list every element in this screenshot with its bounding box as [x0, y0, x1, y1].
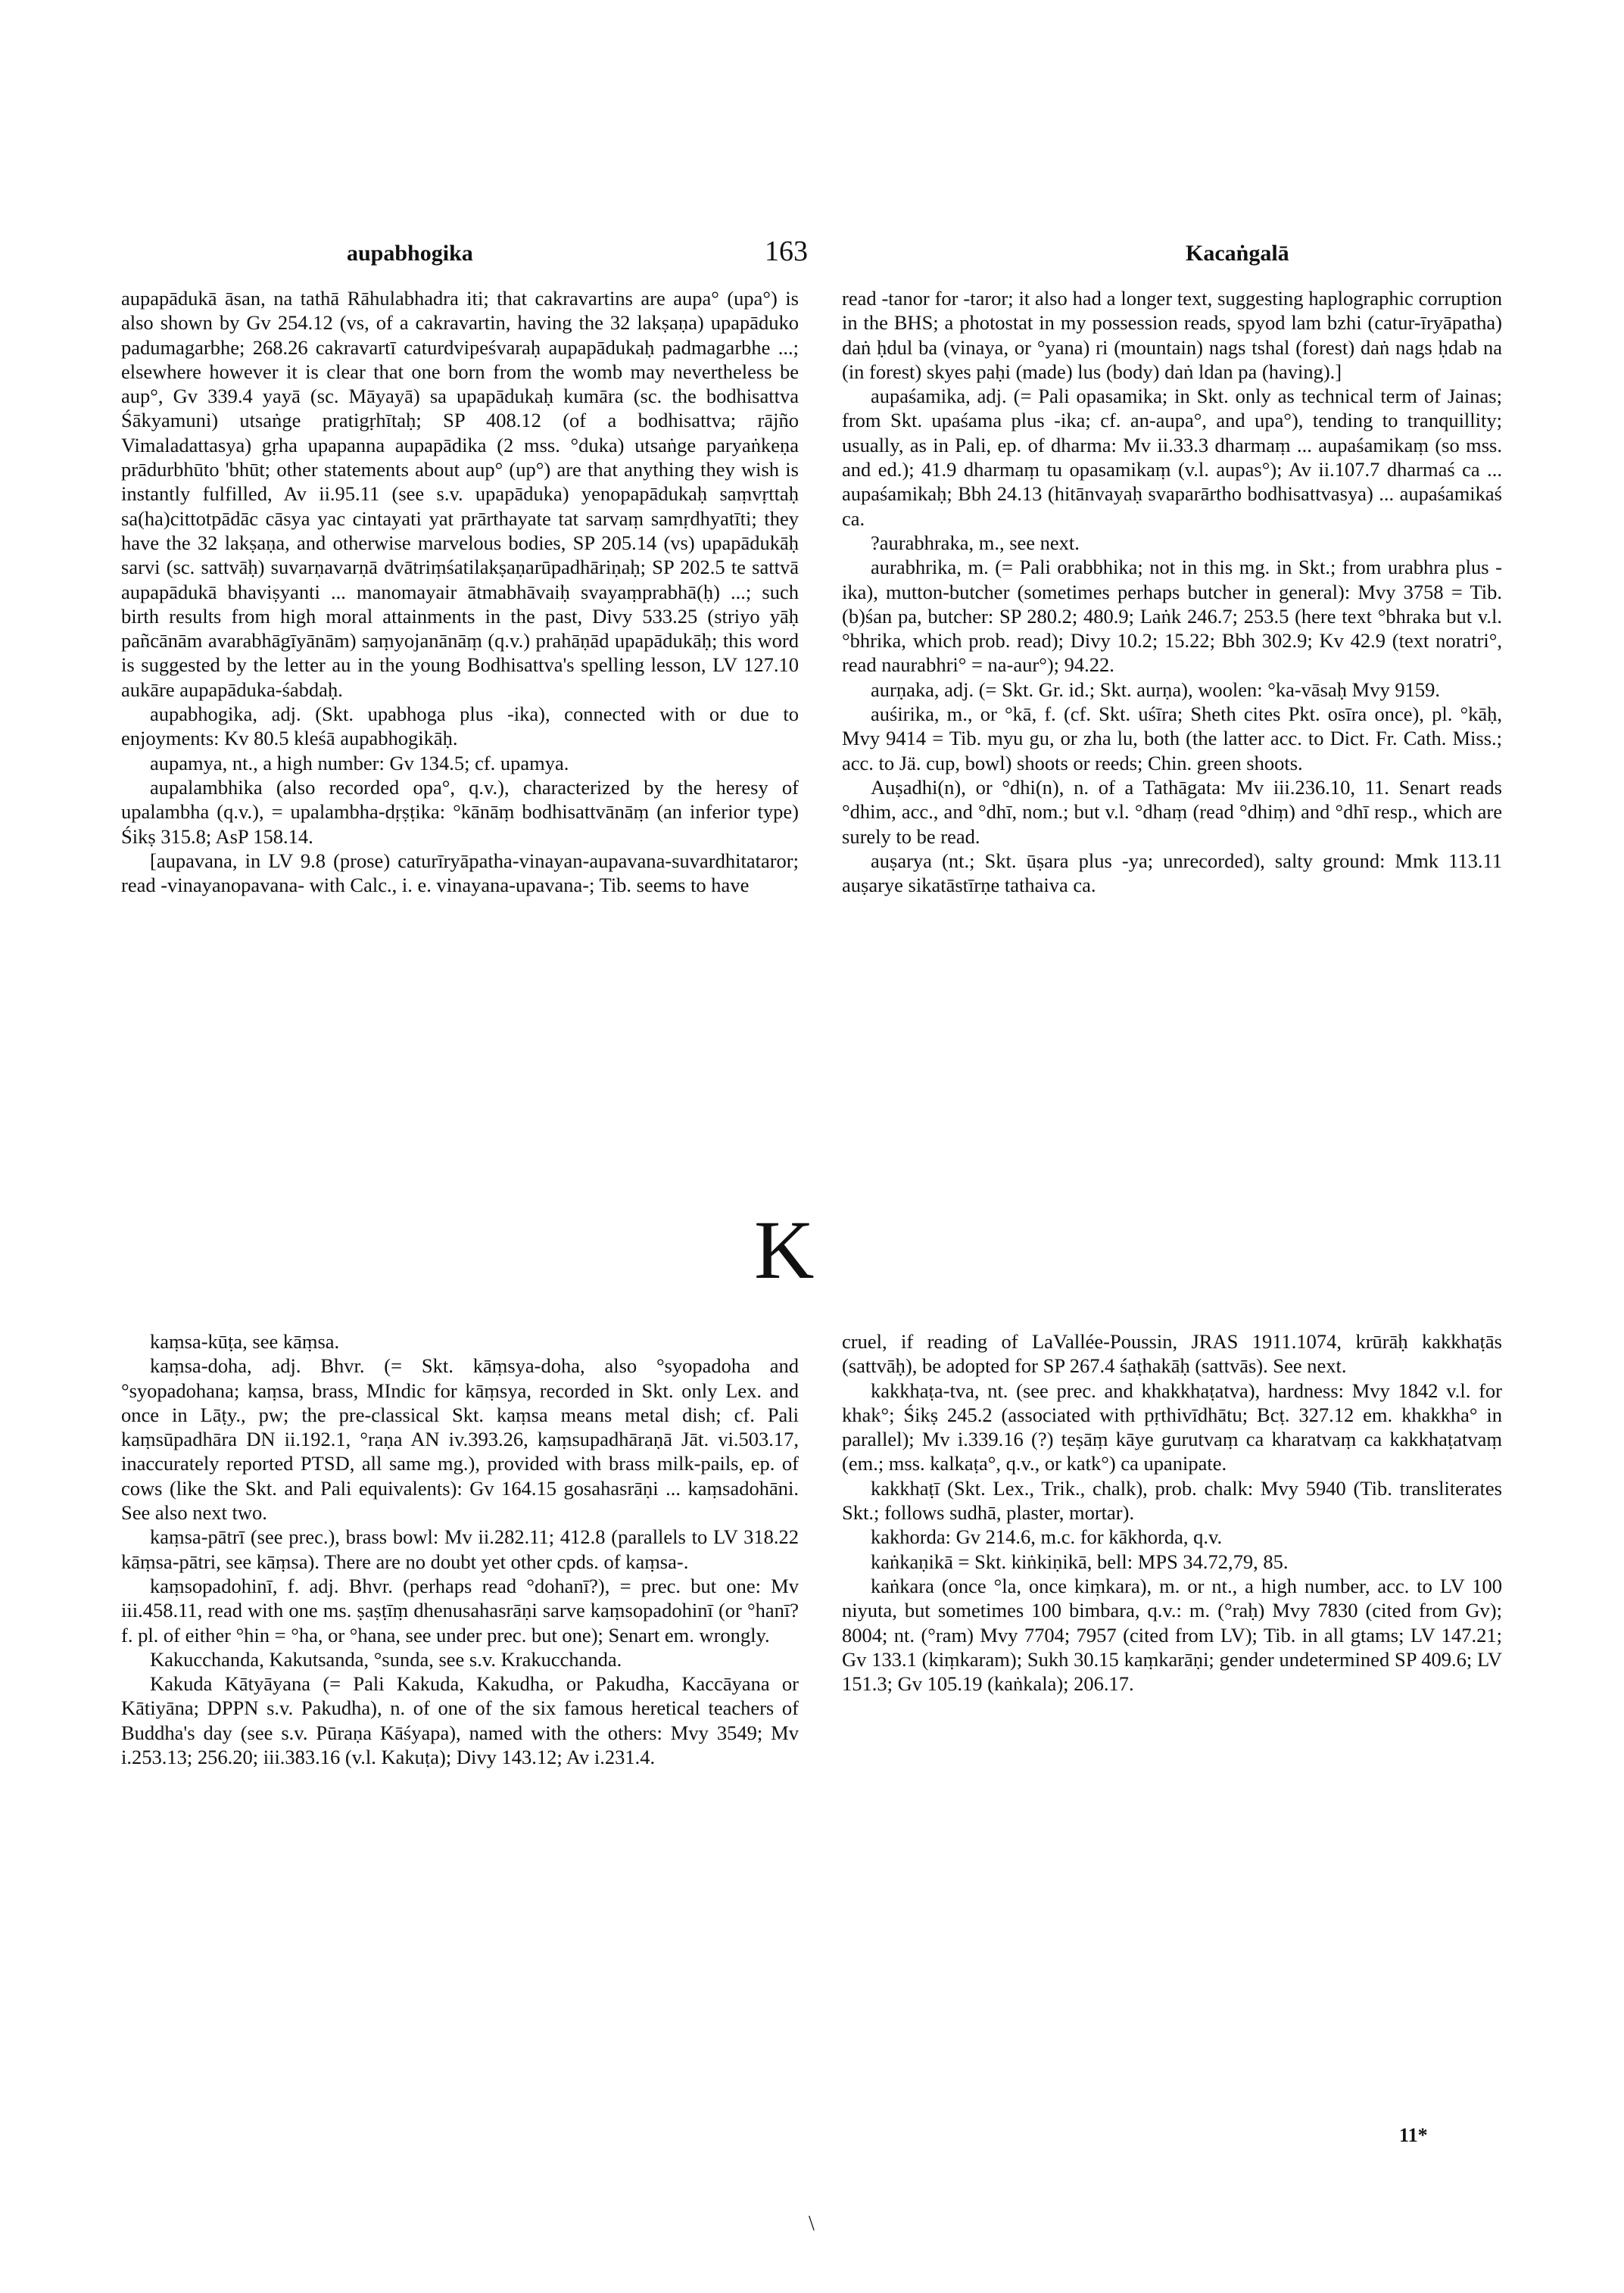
- entry-paragraph: kaṅkara (once °la, once kiṃkara), m. or nt., a high number, acc. to LV 100 niyuta, but sometimes 100 bimbara, q.v.: m. (°raḥ) Mvy 7830 (cited from Gv); 8004; nt. (°ram) Mvy 7704; 7957 (cited from LV); Tib. in all gtams; LV 147.21; Gv 133.1 (kiṃkaram); Sukh 30.15 kaṃkarāṇi; gender undetermined SP 409.6; LV 151.3; Gv 105.19 (kaṅkala); 206.17.: [842, 1574, 1502, 1696]
- entry-paragraph: kaṃsa-pātrī (see prec.), brass bowl: Mv ii.282.11; 412.8 (parallels to LV 318.22 kāṃsa-pātri, see kāṃsa). There are no doubt yet other cpds. of kaṃsa-.: [121, 1525, 799, 1573]
- entry-paragraph: [aupavana, in LV 9.8 (prose) caturīryāpatha-vinayan-aupavana-suvardhitataror; read -vinayanopavana- with Calc., i. e. vinayana-upavana-; Tib. seems to have: [121, 849, 799, 897]
- entry-paragraph: aupabhogika, adj. (Skt. upabhoga plus -ika), connected with or due to enjoyments: Kv 80.5 kleśā aupabhogikāḥ.: [121, 703, 799, 750]
- entry-paragraph: kakkhaṭa-tva, nt. (see prec. and khakkhaṭatva), hardness: Mvy 1842 v.l. for khak°; Śikṣ 245.2 (associated with pṛthivīdhātu; Bcṭ. 327.12 em. khakkha° in parallel); Mv i.339.16 (?) teṣāṃ kāye gurutvaṃ ca kharatvaṃ ca kakkhaṭatvaṃ (em.; mss. kalkaṭa°, q.v., or katk°) ca upanipate.: [842, 1379, 1502, 1475]
- entry-paragraph: aupalambhika (also recorded opa°, q.v.), characterized by the heresy of upalambha (q.v.), = upalambha-dṛṣṭika: °kānāṃ bodhisattvānāṃ (an inferior type) Śikṣ 315.8; AsP 158.14.: [121, 775, 799, 848]
- page-number: 163: [765, 235, 808, 267]
- header-left-word: aupabhogika: [347, 241, 473, 266]
- entry-paragraph: aupapādukā āsan, na tathā Rāhulabhadra iti; that cakravartins are aupa° (upa°) is also shown by Gv 254.12 (vs, of a cakravartin, having the 32 lakṣaṇa) upapāduko padumagarbhe; 268.26 cakravartī caturdvipeśvaraḥ aupapādukaḥ padmagarbhe ...; elsewhere however it is clear that one born from the womb may nevertheless be aup°, Gv 339.4 yayā (sc. Māyayā) sa upapādukaḥ kumāra (sc. the bodhisattva Śākyamuni) utsaṅge pratigṛhītaḥ; SP 408.12 (of a bodhisattva; rājño Vimaladattasya) gṛha upapanna aupapādika (2 mss. °duka) utsaṅge paryaṅkeṇa prādurbhūto 'bhūt; other statements about aup° (up°) are that anything they wish is instantly fulfilled, Av ii.95.11 (see s.v. upapāduka) yenopapādukaḥ saṃvṛttaḥ sa(ha)cittotpādāc cāsya yac cintayati yat prārthayate tat sarvaṃ samṛdhyatīti; they have the 32 lakṣaṇa, and otherwise marvelous bodies, SP 205.14 (vs) upapādukāḥ sarvi (sc. sattvāḥ) suvarṇavarṇā dvātriṃśatilakṣaṇarūpadhāriṇaḥ; SP 202.5 te sattvā aupapādukā bhaviṣyanti ... manomayair ātmabhāvaiḥ svayaṃprabhā(ḥ) ...; such birth results from high moral attainments in the past, Divy 533.25 (striyo yāḥ pañcānām avarabhāgīyānām) saṃyojanānāṃ (q.v.) prahāṇād upapādukāḥ; this word is suggested by the letter au in the young Bodhisattva's spelling lesson, LV 127.10 aukāre aupapāduka-śabdaḥ.: [121, 287, 799, 701]
- signature-mark: 11*: [1399, 2124, 1428, 2146]
- entry-paragraph: Auṣadhi(n), or °dhi(n), n. of a Tathāgata: Mv iii.236.10, 11. Senart reads °dhim, acc., and °dhī, nom.; but v.l. °dhaṃ (read °dhiṃ) and °dhī resp., which are surely to be read.: [842, 775, 1502, 848]
- entry-paragraph: auṣarya (nt.; Skt. ūṣara plus -ya; unrecorded), salty ground: Mmk 113.11 auṣarye sikatāstīrṇe tathaiva ca.: [842, 849, 1502, 897]
- top-left-column: [121, 286, 799, 897]
- bottom-right-column: [842, 1329, 1502, 1696]
- section-letter: K: [754, 1204, 815, 1296]
- entry-paragraph: aupamya, nt., a high number: Gv 134.5; cf. upamya.: [150, 751, 569, 774]
- bottom-mark: \: [809, 2212, 815, 2235]
- entry-paragraph: kaṃsa-kūṭa, see kāṃsa.: [150, 1330, 340, 1353]
- header-right-word: Kacaṅgalā: [1186, 241, 1289, 266]
- entry-paragraph: aupaśamika, adj. (= Pali opasamika; in Skt. only as technical term of Jainas; from Skt. upaśama plus -ika; cf. an-aupa°, and upa°), tending to tranquillity; usually, as in Pali, ep. of dharma: Mv ii.33.3 dharmaṃ ... aupaśamikaṃ (so mss. and ed.); 41.9 dharmaṃ tu opasamikaṃ (v.l. aupas°); Av ii.107.7 dharmaś ca ... aupaśamikaḥ; Bbh 24.13 (hitānvayaḥ svaparārtho bodhisattvasya) ... aupaśamikaś ca.: [842, 385, 1502, 530]
- entry-paragraph: kaṃsopadohinī, f. adj. Bhvr. (perhaps read °dohanī?), = prec. but one: Mv iii.458.11, read with one ms. ṣaṣṭīṃ dhenusahasrāṇi sarve kaṃsopadohinī (or °hanī? f. pl. of either °hin = °ha, or °hana, see under prec. but one); Senart em. wrongly.: [121, 1574, 799, 1647]
- entry-paragraph: ?aurabhraka, m., see next.: [871, 531, 1080, 554]
- entry-paragraph: auśirika, m., or °kā, f. (cf. Skt. uśīra; Sheth cites Pkt. osīra once), pl. °kāḥ, Mvy 9414 = Tib. myu gu, or zha lu, both (the latter acc. to Dict. Fr. Cath. Miss.; acc. to Jä. cup, bowl) shoots or reeds; Chin. green shoots.: [842, 703, 1502, 774]
- bottom-left-column: [121, 1329, 799, 1769]
- entry-paragraph: aurabhrika, m. (= Pali orabbhika; not in this mg. in Skt.; from urabhra plus -ika), mutton-butcher (sometimes perhaps butcher in general): Mvy 3758 = Tib. (b)śan pa, butcher: SP 280.2; 480.9; Laṅk 246.7; 253.5 (here text °bhraka but v.l. °bhrika, which prob. read); Divy 10.2; 15.22; Bbh 302.9; Kv 42.9 (text noratri°, read naurabhri° = na-aur°); 94.22.: [842, 556, 1502, 677]
- entry-paragraph: read -tanor for -taror; it also had a longer text, suggesting haplographic corruption in the BHS; a photostat in my possession reads, spyod lam bzhi (catur-īryāpatha) daṅ ḥdul ba (vinaya, or °yana) ri (mountain) nags tshal (forest) daṅ nags ḥdab na (in forest) skyes paḥi (made) lus (body) daṅ ldan pa (having).]: [842, 287, 1502, 383]
- entry-paragraph: kakhorda: Gv 214.6, m.c. for kākhorda, q.v.: [871, 1525, 1223, 1549]
- entry-paragraph: kakkhaṭī (Skt. Lex., Trik., chalk), prob. chalk: Mvy 5940 (Tib. transliterates Skt.; follows sudhā, plaster, mortar).: [842, 1476, 1502, 1525]
- entry-paragraph: Kakucchanda, Kakutsanda, °sunda, see s.v. Krakucchanda.: [150, 1647, 622, 1671]
- top-right-column: [842, 286, 1502, 897]
- entry-paragraph: cruel, if reading of LaVallée-Poussin, JRAS 1911.1074, krūrāḥ kakkhaṭās (sattvāḥ), be adopted for SP 267.4 śaṭhakāḥ (sattvās). See next.: [842, 1330, 1502, 1378]
- entry-paragraph: aurṇaka, adj. (= Skt. Gr. id.; Skt. aurṇa), woolen: °ka-vāsaḥ Mvy 9159.: [871, 678, 1440, 701]
- entry-paragraph: kaṃsa-doha, adj. Bhvr. (= Skt. kāṃsya-doha, also °syopadoha and °syopadohana; kaṃsa, brass, MIndic for kāṃsya, recorded in Skt. only Lex. and once in Lāṭy., pw; the pre-classical Skt. kaṃsa means metal dish; cf. Pali kaṃsūpadhāra DN ii.192.1, °raṇa AN iv.393.26, kaṃsupadhāraṇā Jāt. vi.503.17, inaccurately reported PTSD, all same mg.), provided with brass milk-pails, ep. of cows (like the Skt. and Pali equivalents): Gv 164.15 gosahasrāṇi ... kaṃsadohāni. See also next two.: [121, 1354, 799, 1525]
- entry-paragraph: kaṅkaṇikā = Skt. kiṅkiṇikā, bell: MPS 34.72,79, 85.: [871, 1550, 1289, 1573]
- entry-paragraph: Kakuda Kātyāyana (= Pali Kakuda, Kakudha, or Pakudha, Kaccāyana or Kātiyāna; DPPN s.v. Pakudha), n. of one of the six famous heretical teachers of Buddha's day (see s.v. Pūraṇa Kāśyapa), named with the others: Mvy 3549; Mv i.253.13; 256.20; iii.383.16 (v.l. Kakuṭa); Divy 143.12; Av i.231.4.: [121, 1672, 799, 1769]
